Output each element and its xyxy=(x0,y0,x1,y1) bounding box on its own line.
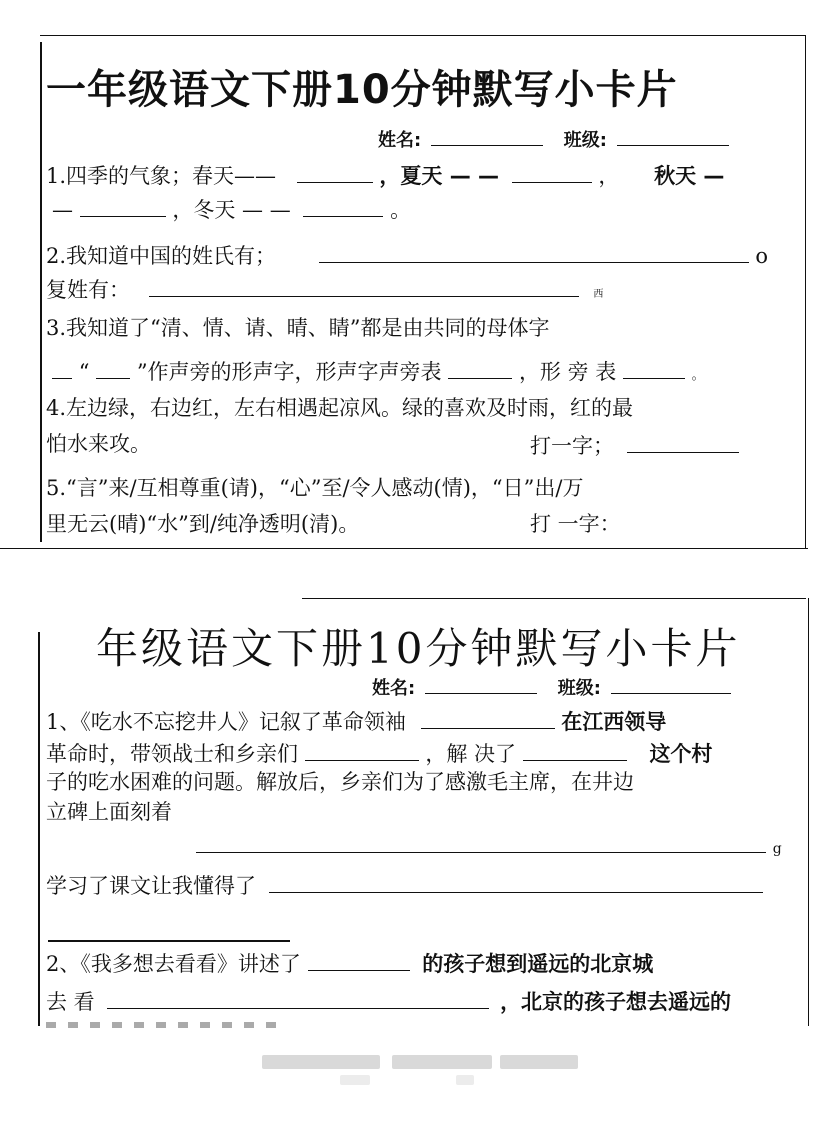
card2-q2-blank-child[interactable] xyxy=(308,952,410,971)
card1-q1-text: 1.四季的气象；春天—— xyxy=(46,164,277,188)
card2-q2-text2: 去 看 xyxy=(46,990,95,1014)
card2-q1-end-mark: g xyxy=(772,841,782,857)
card1-name-field[interactable] xyxy=(431,127,543,146)
card1-q3-blank-pre[interactable] xyxy=(52,360,72,379)
card2-q1-line4 xyxy=(46,802,172,823)
card1-class-label: 班级: xyxy=(563,130,607,151)
card1-q3-blank-sound[interactable] xyxy=(448,360,512,379)
card1-q4-text: 4.左边绿，右边红，左右相遇起凉风。绿的喜欢及时雨，红的最 xyxy=(46,396,634,420)
card2-title: 年级语文下册10分钟默写小卡片 xyxy=(96,624,741,673)
card1-title: 一年级语文下册10分钟默写小卡片 xyxy=(46,67,678,113)
card2-q1-blank-problem[interactable] xyxy=(523,742,627,761)
card1-q5-answer-label: 打 一字： xyxy=(530,512,621,536)
card1-q3-blank-root[interactable] xyxy=(96,360,130,379)
card1-q4-line1 xyxy=(46,398,633,419)
card2-q2-line2 xyxy=(46,990,731,1013)
card2-class-field[interactable] xyxy=(611,675,731,694)
card1-q2-mark: 西 xyxy=(593,289,604,300)
card2-q1-line3 xyxy=(46,772,634,793)
card2-cut-off-line xyxy=(46,1022,286,1028)
card1-q5-answer-row xyxy=(530,514,621,535)
card1-q1-comma: ， xyxy=(598,164,620,188)
card2-q2-beijing: 的孩子想到遥远的北京城 xyxy=(422,952,654,976)
card1-q1-period: 。 xyxy=(390,198,412,222)
card2-name-row xyxy=(372,674,731,700)
card1-q3-line1 xyxy=(46,318,550,339)
card2-q1-blank-learned-cont[interactable] xyxy=(48,940,290,942)
card2-q1-text2: 革命时，带领战士和乡亲们 xyxy=(46,742,298,766)
card1-q1-winter: ，冬天 — — xyxy=(172,198,291,222)
card1-name-row xyxy=(378,126,729,152)
card2-q1-solved: ，解 决了 xyxy=(425,742,517,766)
card1-q3-period: 。 xyxy=(691,368,705,383)
card1-q4-text2: 怕水来攻。 xyxy=(46,432,151,456)
card1-q3-text2: ”作声旁的形声字，形声字声旁表 xyxy=(136,360,442,384)
card2-top-border xyxy=(302,598,806,599)
card2-q1-blank-action[interactable] xyxy=(305,742,419,761)
card2-q2-text: 2、《我多想去看看》讲述了 xyxy=(46,952,301,976)
card1-q1-dash: — xyxy=(52,198,73,222)
card1-q4-answer-label: 打一字； xyxy=(530,434,614,458)
card2-q1-blank-leader[interactable] xyxy=(421,710,555,729)
card1-class-field[interactable] xyxy=(617,127,729,146)
card1-q4-line2 xyxy=(46,434,151,455)
card1-q3-line2 xyxy=(52,360,705,383)
card2-q1-learned: 学习了课文让我懂得了 xyxy=(46,874,256,898)
card2-name-field[interactable] xyxy=(425,675,537,694)
card1-q2-blank-surnames[interactable] xyxy=(319,244,749,263)
card1-bottom-border xyxy=(0,548,808,549)
card1-q3-blank-meaning[interactable] xyxy=(623,360,685,379)
card1-q5-line2 xyxy=(46,514,359,535)
card1-q1-blank-winter[interactable] xyxy=(303,198,383,217)
card2-name-label: 姓名: xyxy=(372,678,416,699)
card2-q1-line1 xyxy=(46,710,666,733)
card1-q2-end: o xyxy=(755,244,769,268)
card2-q1-line2 xyxy=(46,742,712,765)
card2-class-label: 班级: xyxy=(557,678,601,699)
card2-q2-blank-see[interactable] xyxy=(107,990,489,1009)
card1-q1-summer: ，夏天 — — xyxy=(379,164,500,188)
card1-q1-blank-spring[interactable] xyxy=(297,164,373,183)
card2-q2-beijing-kids: ，北京的孩子想去遥远的 xyxy=(500,990,732,1014)
card2-q1-text4: 立碑上面刻着 xyxy=(46,800,172,824)
card2-q1-village: 这个村 xyxy=(649,742,713,766)
card1-q1-blank-summer[interactable] xyxy=(512,164,592,183)
card1-q1-line1 xyxy=(46,164,724,187)
card2-q1-blank-inscription[interactable] xyxy=(196,834,766,853)
card2-q1-line5 xyxy=(196,834,782,857)
card1-q2-compound: 复姓有： xyxy=(46,278,130,302)
card1-q2-text: 2.我知道中国的姓氏有； xyxy=(46,244,277,268)
card2-right-border xyxy=(808,598,809,1026)
card1-q1-autumn: 秋天 — xyxy=(654,164,725,188)
card1-q2-line2 xyxy=(46,278,603,301)
card1-name-label: 姓名: xyxy=(378,130,422,151)
card1-right-border xyxy=(805,36,806,548)
card1-q3-quote-open: “ xyxy=(78,360,90,384)
card1-q4-answer-field[interactable] xyxy=(627,434,739,453)
card1-q3-text: 3.我知道了“清、情、请、晴、睛”都是由共同的母体字 xyxy=(46,316,550,340)
card1-q1-line2 xyxy=(52,198,411,221)
card1-q4-answer-row xyxy=(530,434,739,457)
card1-q2-blank-compound[interactable] xyxy=(149,278,579,297)
card1-q2-line1 xyxy=(46,244,768,267)
card1-q5-line1 xyxy=(46,478,583,499)
card2-q1-blank-learned[interactable] xyxy=(269,874,763,893)
card2-left-border xyxy=(38,632,40,1026)
card1-top-border xyxy=(40,35,806,36)
card2-q1-text3: 子的吃水困难的问题。解放后，乡亲们为了感激毛主席，在井边 xyxy=(46,770,634,794)
card2-q1-jiangxi: 在江西领导 xyxy=(561,710,667,734)
card2-q1-text: 1、《吃水不忘挖井人》记叙了革命领袖 xyxy=(46,710,406,734)
card1-left-border xyxy=(40,42,42,542)
card1-q3-text3: ，形 旁 表 xyxy=(518,360,617,384)
card2-q1-line6 xyxy=(46,874,763,897)
card1-q1-blank-autumn[interactable] xyxy=(80,198,166,217)
card1-q5-text2: 里无云(晴)“水”到/纯净透明(清)。 xyxy=(46,512,360,536)
card2-q2-line1 xyxy=(46,952,653,975)
card1-q5-text: 5.“言”来/互相尊重(请)，“心”至/令人感动(情)，“日”出/万 xyxy=(46,476,584,500)
